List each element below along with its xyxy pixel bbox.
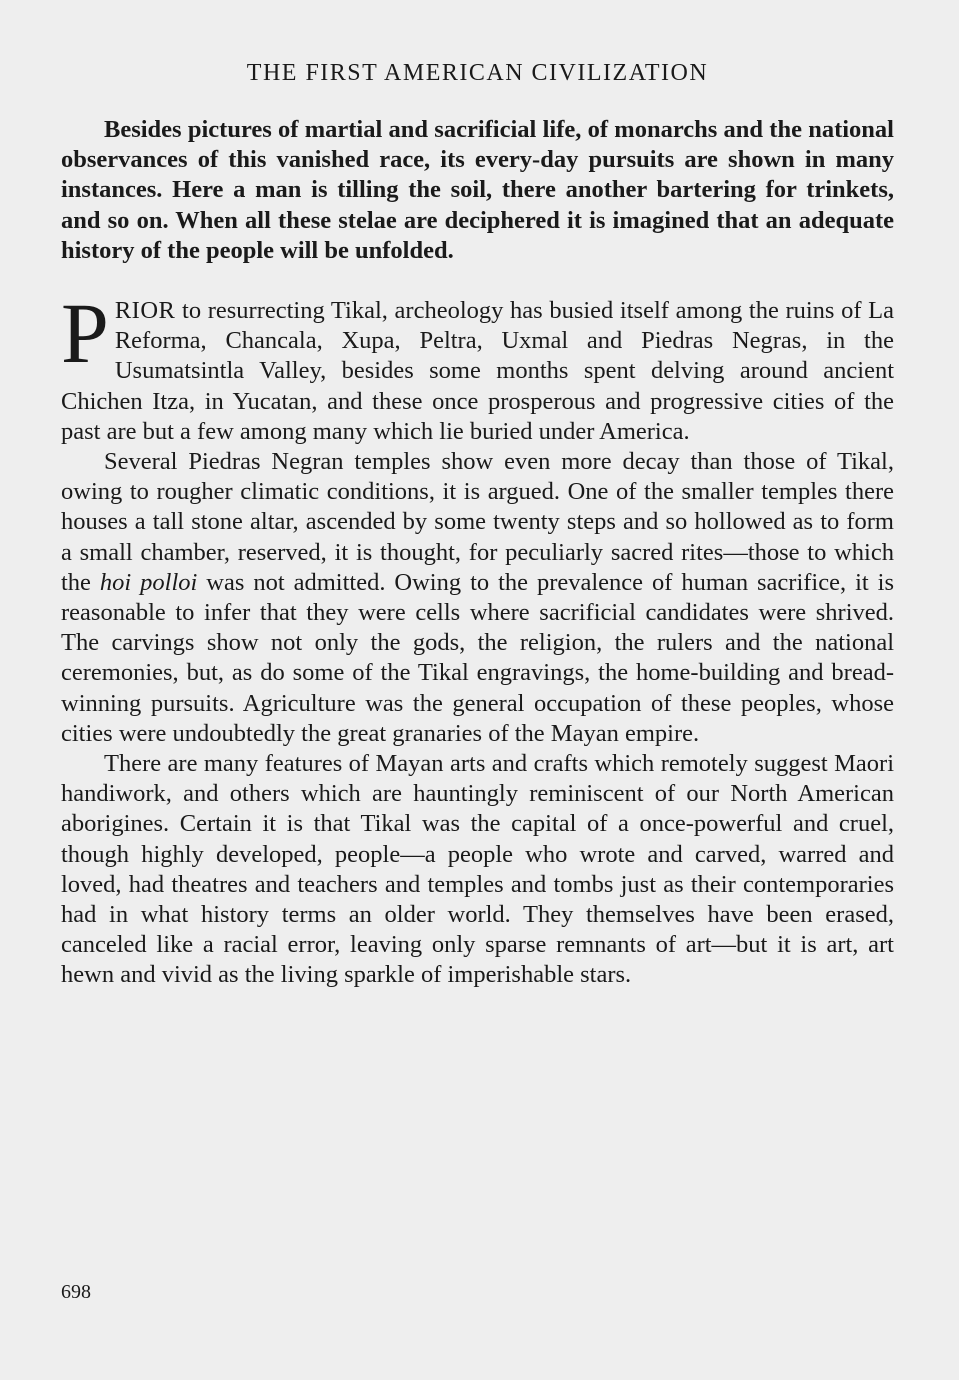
paragraph-prior-text: to resurrecting Tikal, archeology has busied itself among the ruins of La Reforma, Chancala, Xupa, Peltra, Uxmal and Piedras Negras, in the Usumatsintla Valley, besides some months spent delving around ancient Chichen Itza, in Yucatan, and these once prosperous and progressive cities of the past are but a few among many which lie buried under America.	[61, 297, 894, 445]
body-text	[61, 115, 894, 991]
paragraph-several	[61, 447, 894, 749]
page-number: 698	[61, 1281, 91, 1303]
lead-caps: RIOR	[114, 297, 176, 325]
drop-cap: P	[61, 285, 109, 382]
book-page	[61, 0, 894, 1380]
paragraph-several-text-b: was not admitted. Owing to the prevalence of human sacrifice, it is reasonable to infer that they were cells where sacrificial candidates were shrived. The carvings show not only the gods, the religion, the rulers and the national ceremonies, but, as do some of the Tikal engravings, the home-building and bread-winning pursuits. Agriculture was the general occupation of these peoples, whose cities were undoubtedly the great granaries of the Mayan empire.	[61, 568, 894, 747]
paragraph-intro: Besides pictures of martial and sacrificial life, of monarchs and the national observances of this vanished race, its every-day pursuits are shown in many instances. Here a man is tilling the soil, there another bartering for trinkets, and so on. When all these stelae are deciphered it is imagined that an adequate history of the people will be unfolded.	[61, 116, 894, 264]
paragraph-features: There are many features of Mayan arts and crafts which remotely suggest Maori handiwork, and others which are hauntingly reminiscent of our North American aborigines. Certain it is that Tikal was the capital of a once-powerful and cruel, though highly developed, people—a people who wrote and carved, warred and loved, had theatres and teachers and temples and tombs just as their contemporaries had in what history terms an older world. They themselves have been erased, canceled like a racial error, leaving only sparse remnants of art—but it is art, art hewn and vivid as the living sparkle of imperishable stars.	[61, 750, 894, 989]
italic-phrase: hoi polloi	[99, 568, 198, 596]
paragraph-prior	[61, 285, 894, 447]
paragraph-several-text-a: Several Piedras Negran temples show even more decay than those of Tikal, owing to rougher climatic conditions, it is argued. One of the smaller temples there houses a tall stone altar, ascended by some twenty steps and so hollowed as to form a small chamber, reserved, it is thought, for peculiarly sacred rites—those to which the	[61, 448, 894, 596]
running-head: THE FIRST AMERICAN CIVILIZATION	[246, 60, 709, 86]
